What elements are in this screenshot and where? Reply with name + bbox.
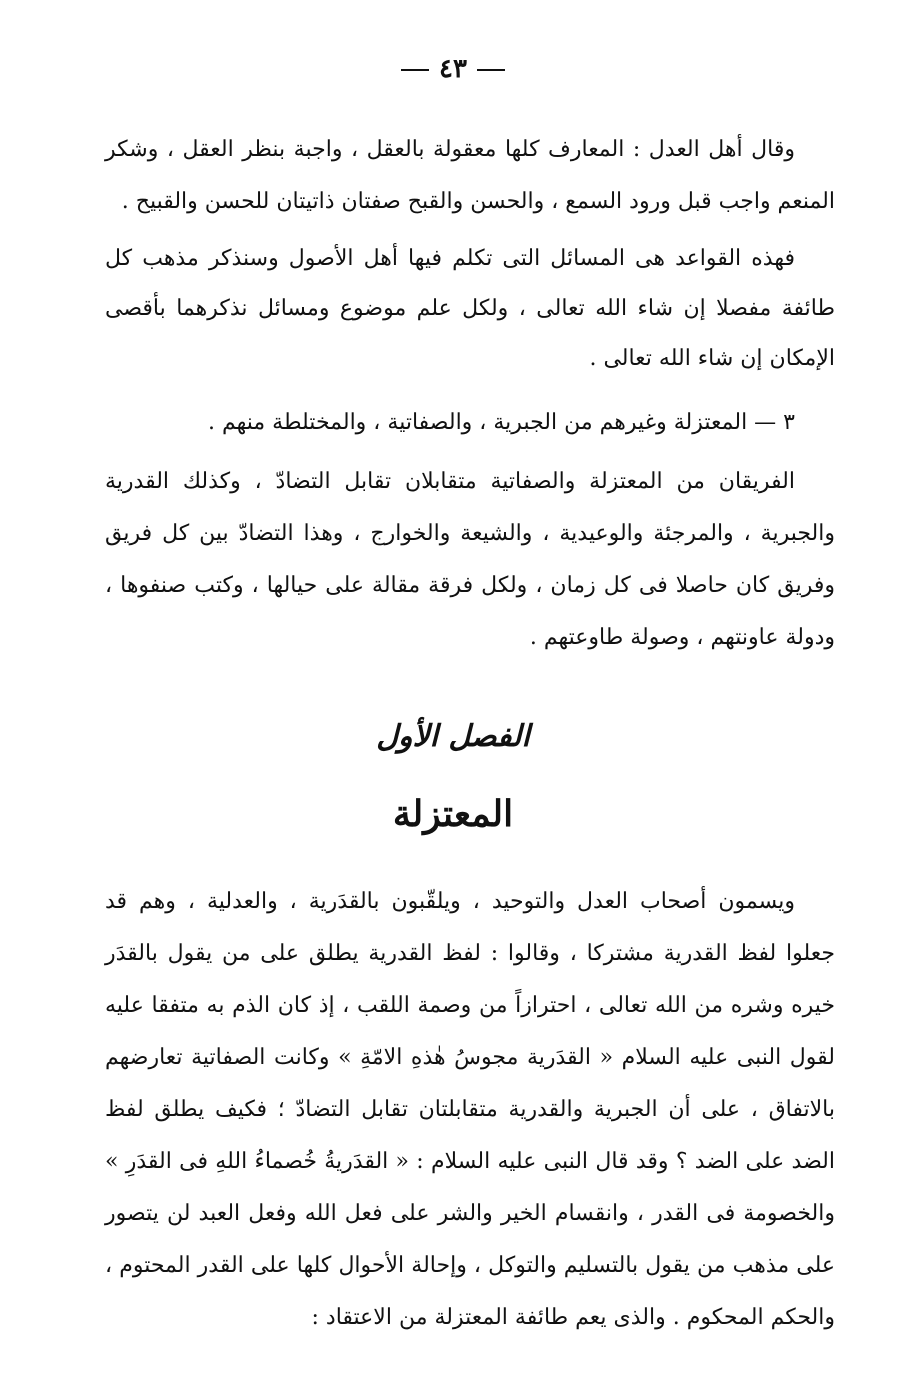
paragraph-usul-rules	[105, 234, 835, 384]
paragraph-text: ٣ — المعتزلة وغيرهم من الجبرية ، والصفاتية ، والمختلطة منهم .	[208, 410, 795, 435]
page-number-header	[0, 52, 906, 86]
paragraph-text: وقال أهل العدل : المعارف كلها معقولة بالعقل ، واجبة بنظر العقل ، وشكر المنعم واجب قبل ورود السمع ، والحسن والقبح صفتان ذاتيتان للحسن والقبيح .	[105, 137, 835, 214]
paragraph-opposing-sects	[105, 456, 835, 664]
page-number: ٤٣	[439, 54, 467, 84]
paragraph-text: ويسمون أصحاب العدل والتوحيد ، ويلقّبون بالقدَرية ، والعدلية ، وهم قد جعلوا لفظ القدرية مشتركا ، وقالوا : لفظ القدرية يطلق على من يقول بالقدَر خيره وشره من الله تعالى ، احترازاً من وصمة اللقب ، إذ كان الذم به متفقا عليه لقول النبى عليه السلام « القدَرية مجوسُ هٰذهِ الامّةِ » وكانت الصفاتية تعارضهم بالاتفاق ، على أن الجبرية والقدرية متقابلتان تقابل التضادّ ؛ فكيف يطلق لفظ الضد على الضد ؟ وقد قال النبى عليه السلام : « القدَريةُ خُصماءُ اللهِ فى القدَرِ » والخصومة فى القدر ، وانقسام الخير والشر على فعل الله وفعل العبد لن يتصور على مذهب من يقول بالتسليم والتوكل ، وإحالة الأحوال كلها على القدر المحتوم ، والحكم المحكوم . والذى يعم طائفة المعتزلة من الاعتقاد :	[105, 889, 835, 1330]
chapter-title: الفصل الأول	[376, 719, 530, 754]
paragraph-ahl-al-adl	[105, 124, 835, 228]
paragraph-text: فهذه القواعد هى المسائل التى تكلم فيها أهل الأصول وسنذكر مذهب كل طائفة مفصلا إن شاء الله تعالى ، ولكل علم موضوع ومسائل نذكرهما بأقصى الإمكان إن شاء الله تعالى .	[105, 246, 835, 371]
paragraph-mutazila-description	[105, 876, 835, 1344]
right-dash-divider	[401, 69, 429, 71]
chapter-subtitle: المعتزلة	[392, 793, 514, 835]
paragraph-text: الفريقان من المعتزلة والصفاتية متقابلان تقابل التضادّ ، وكذلك القدرية والجبرية ، والمرجئة والوعيدية ، والشيعة والخوارج ، وهذا التضادّ بين كل فريق وفريق كان حاصلا فى كل زمان ، ولكل فرقة مقالة على حيالها ، وكتب صنفوها ، ودولة عاونتهم ، وصولة طاوعتهم .	[105, 469, 835, 650]
left-dash-divider	[477, 69, 505, 71]
numbered-heading-3	[105, 398, 835, 448]
